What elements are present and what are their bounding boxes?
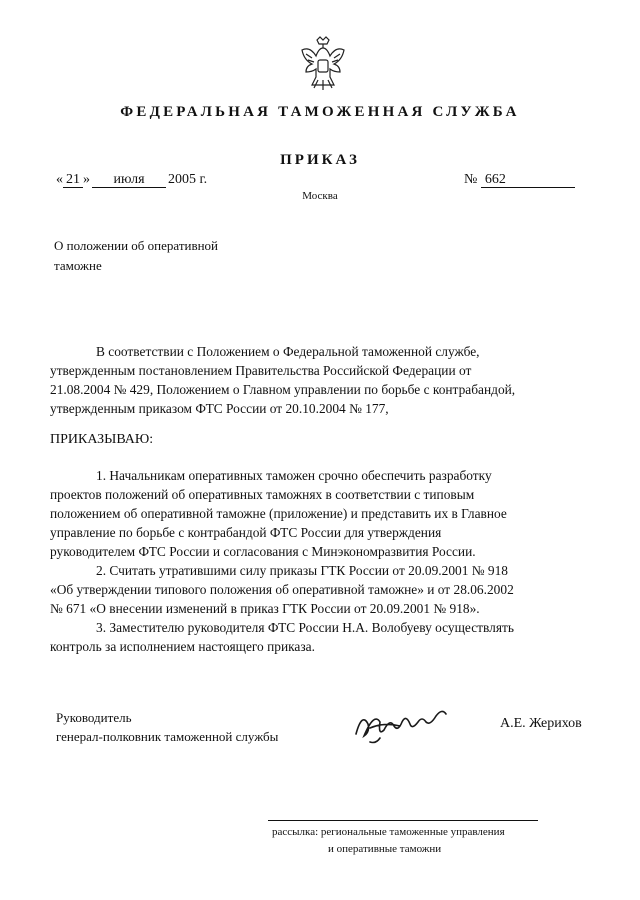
date-quote-open: « xyxy=(56,172,63,187)
item-2 xyxy=(50,561,582,618)
text-line: 3. Заместителю руководителя ФТС России Н.А. Волобуеву осуществлять xyxy=(96,620,514,635)
signatory-title-line: генерал-полковник таможенной службы xyxy=(56,729,279,744)
text-line: утвержденным постановлением Правительства Российской Федерации от xyxy=(50,363,472,378)
text-line: № 671 «О внесении изменений в приказ ГТК России от 20.09.2001 № 918». xyxy=(50,601,480,616)
signatory-title-line: Руководитель xyxy=(56,710,132,725)
number-value: 662 xyxy=(481,173,575,188)
distribution-line: рассылка: региональные таможенные управления xyxy=(272,826,505,838)
handwritten-signature xyxy=(350,698,460,748)
distribution-line: и оперативные таможни xyxy=(328,843,442,855)
subject-line: О положении об оперативной xyxy=(54,238,219,253)
text-line: 1. Начальникам оперативных таможен срочно обеспечить разработку xyxy=(96,468,492,483)
text-line: В соответствии с Положением о Федеральной таможенной службе, xyxy=(96,344,480,359)
order-number xyxy=(464,172,575,188)
date-day: 21 xyxy=(63,173,83,188)
text-line: 2. Считать утратившими силу приказы ГТК России от 20.09.2001 № 918 xyxy=(96,563,508,578)
city-label: Москва xyxy=(302,190,338,202)
order-date xyxy=(56,172,207,188)
text-line: контроль за исполнением настоящего приказа. xyxy=(50,639,315,654)
preamble-paragraph xyxy=(50,342,582,418)
decree-word: ПРИКАЗЫВАЮ: xyxy=(50,432,154,447)
order-subject xyxy=(54,236,274,276)
date-year: 2005 г. xyxy=(168,172,208,187)
item-3 xyxy=(50,618,582,656)
document-type-title: ПРИКАЗ xyxy=(280,152,360,168)
subject-line: таможне xyxy=(54,258,102,273)
coat-of-arms-emblem xyxy=(298,36,348,92)
distribution-list xyxy=(272,824,542,858)
text-line: руководителем ФТС России и согласования с Минэкономразвития России. xyxy=(50,544,476,559)
signatory-title xyxy=(56,708,278,746)
text-line: управление по борьбе с контрабандой ФТС России для утверждения xyxy=(50,525,442,540)
date-month: июля xyxy=(92,173,166,188)
signatory-name: А.Е. Жерихов xyxy=(500,716,582,731)
text-line: утвержденным приказом ФТС России от 20.10.2004 № 177, xyxy=(50,401,389,416)
date-quote-close: » xyxy=(83,172,90,187)
text-line: проектов положений об оперативных таможнях в соответствии с типовым xyxy=(50,487,475,502)
text-line: положением об оперативной таможне (приложение) и представить их в Главное xyxy=(50,506,507,521)
distribution-divider xyxy=(268,820,538,821)
text-line: 21.08.2004 № 429, Положением о Главном управлении по борьбе с контрабандой, xyxy=(50,382,516,397)
item-1 xyxy=(50,466,582,561)
agency-name: ФЕДЕРАЛЬНАЯ ТАМОЖЕННАЯ СЛУЖБА xyxy=(120,104,520,120)
text-line: «Об утверждении типового положения об оперативной таможне» и от 28.06.2002 xyxy=(50,582,514,597)
number-sign: № xyxy=(464,172,478,187)
